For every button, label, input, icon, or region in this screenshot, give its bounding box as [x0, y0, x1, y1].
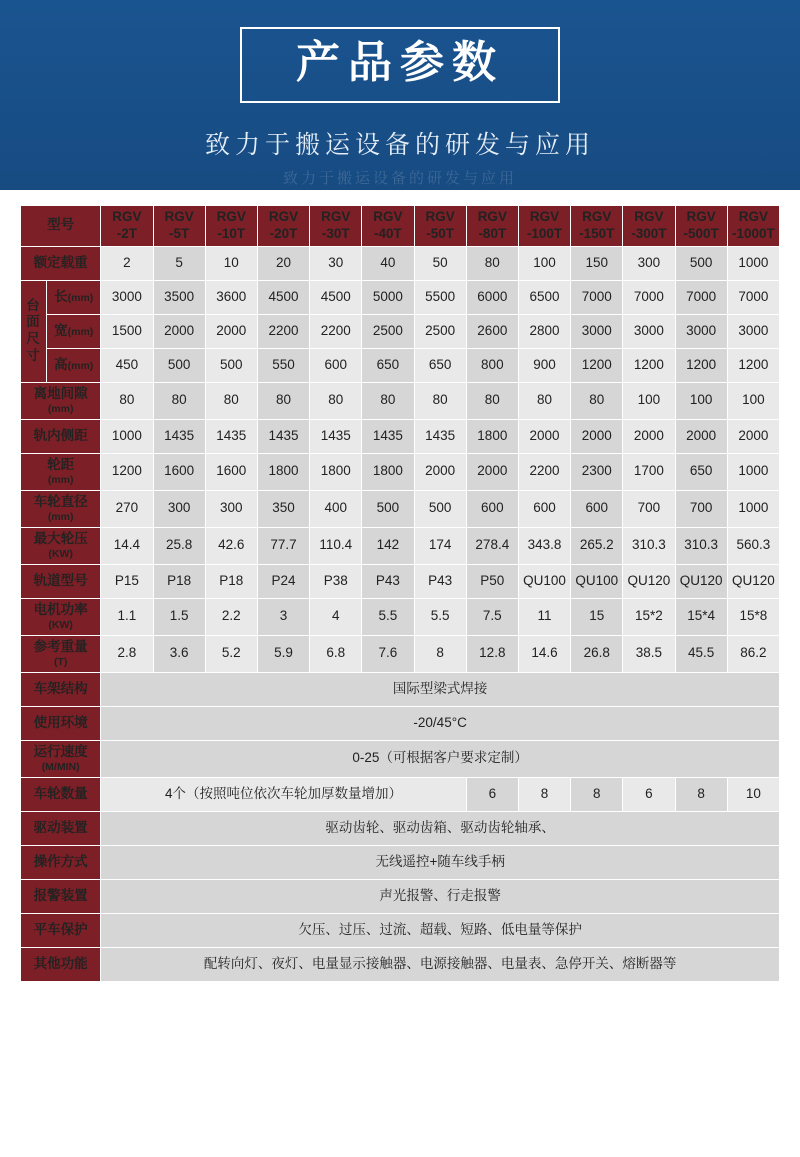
cell: 7000 [571, 280, 623, 314]
cell: 3000 [101, 280, 153, 314]
cell: 80 [571, 382, 623, 419]
cell: 265.2 [571, 527, 623, 564]
cell: 7.5 [466, 598, 518, 635]
cell: 3.6 [153, 635, 205, 672]
cell: 10 [727, 777, 779, 811]
cell: 30 [310, 246, 362, 280]
cell: P50 [466, 564, 518, 598]
cell: 650 [414, 348, 466, 382]
cell: 270 [101, 490, 153, 527]
cell: 1200 [727, 348, 779, 382]
cell: 1200 [675, 348, 727, 382]
cell: 1435 [153, 419, 205, 453]
cell: 150 [571, 246, 623, 280]
table-row [21, 879, 780, 913]
cell: 3000 [727, 314, 779, 348]
cell: 600 [571, 490, 623, 527]
cell: 2200 [518, 453, 570, 490]
row-label: 运行速度 (M/MIN) [21, 740, 101, 777]
cell: 86.2 [727, 635, 779, 672]
cell: 1800 [466, 419, 518, 453]
cell: 5000 [362, 280, 414, 314]
header-model-7: RGV -50T [414, 206, 466, 247]
cell: 8 [414, 635, 466, 672]
cell: 700 [623, 490, 675, 527]
cell: 600 [518, 490, 570, 527]
cell: 450 [101, 348, 153, 382]
row-label: 平车保护 [21, 913, 101, 947]
cell: 300 [205, 490, 257, 527]
cell: 1800 [362, 453, 414, 490]
cell: 11 [518, 598, 570, 635]
cell: 25.8 [153, 527, 205, 564]
header-model-10: RGV -150T [571, 206, 623, 247]
row-label: 宽(mm) [47, 314, 101, 348]
row-label: 车轮数量 [21, 777, 101, 811]
table-row [21, 598, 780, 635]
table-row [21, 913, 780, 947]
cell: 100 [623, 382, 675, 419]
cell: 45.5 [675, 635, 727, 672]
table-row [21, 453, 780, 490]
cell: 15 [571, 598, 623, 635]
cell: 7000 [727, 280, 779, 314]
cell: 2000 [675, 419, 727, 453]
cell: 80 [310, 382, 362, 419]
table-row [21, 382, 780, 419]
cell: 2000 [727, 419, 779, 453]
cell: 1435 [414, 419, 466, 453]
cell: 80 [205, 382, 257, 419]
banner-watermark: 致力于搬运设备的研发与应用 [282, 170, 517, 187]
row-label: 报警装置 [21, 879, 101, 913]
cell: 343.8 [518, 527, 570, 564]
table-row [21, 672, 780, 706]
row-label: 车轮直径 (mm) [21, 490, 101, 527]
cell: 1435 [362, 419, 414, 453]
cell: 300 [153, 490, 205, 527]
table-row [21, 490, 780, 527]
cell: 3 [257, 598, 309, 635]
spec-table-body [21, 206, 780, 982]
row-label: 其他功能 [21, 947, 101, 981]
cell: 700 [675, 490, 727, 527]
cell: 26.8 [571, 635, 623, 672]
row-label: 电机功率 (KW) [21, 598, 101, 635]
cell: 4500 [257, 280, 309, 314]
cell: 1000 [727, 453, 779, 490]
cell: 38.5 [623, 635, 675, 672]
table-row [21, 947, 780, 981]
header-model-12: RGV -500T [675, 206, 727, 247]
cell: 2500 [414, 314, 466, 348]
cell: 3600 [205, 280, 257, 314]
cell-merged: 驱动齿轮、驱动齿箱、驱动齿轮轴承、 [101, 811, 780, 845]
cell: 2300 [571, 453, 623, 490]
cell: 15*8 [727, 598, 779, 635]
cell: 5500 [414, 280, 466, 314]
cell: 2.2 [205, 598, 257, 635]
cell: 1700 [623, 453, 675, 490]
row-label: 车架结构 [21, 672, 101, 706]
cell: P18 [153, 564, 205, 598]
cell: 1800 [310, 453, 362, 490]
cell: 142 [362, 527, 414, 564]
table-row-wheel-count [21, 777, 780, 811]
cell: 100 [727, 382, 779, 419]
cell: 3000 [675, 314, 727, 348]
cell: 1435 [205, 419, 257, 453]
cell: 5.9 [257, 635, 309, 672]
cell: 7000 [623, 280, 675, 314]
cell: 14.6 [518, 635, 570, 672]
header-model-6: RGV -40T [362, 206, 414, 247]
header-model-label: 型号 [21, 206, 101, 247]
cell: 4 [310, 598, 362, 635]
cell: 4500 [310, 280, 362, 314]
cell: 6000 [466, 280, 518, 314]
table-row [21, 740, 780, 777]
cell: P15 [101, 564, 153, 598]
cell: 2000 [205, 314, 257, 348]
cell: QU120 [727, 564, 779, 598]
cell: 6.8 [310, 635, 362, 672]
cell: 550 [257, 348, 309, 382]
cell: P38 [310, 564, 362, 598]
cell: 2800 [518, 314, 570, 348]
cell: 80 [362, 382, 414, 419]
row-label: 使用环境 [21, 706, 101, 740]
cell-merged: 4个（按照吨位依次车轮加厚数量增加） [101, 777, 466, 811]
cell: 800 [466, 348, 518, 382]
cell-merged: -20/45°C [101, 706, 780, 740]
spec-table-wrapper [0, 190, 800, 1002]
cell: 6 [466, 777, 518, 811]
cell: 8 [571, 777, 623, 811]
cell: P43 [362, 564, 414, 598]
cell: P18 [205, 564, 257, 598]
cell: 1.1 [101, 598, 153, 635]
cell: 1000 [727, 246, 779, 280]
cell: 7000 [675, 280, 727, 314]
cell: 80 [466, 382, 518, 419]
cell: 5.5 [362, 598, 414, 635]
page-title: 产品参数 [296, 38, 504, 87]
cell: 1600 [153, 453, 205, 490]
row-group-label: 台 面 尺 寸 [21, 280, 47, 382]
cell: 560.3 [727, 527, 779, 564]
cell-merged: 欠压、过压、过流、超载、短路、低电量等保护 [101, 913, 780, 947]
cell: 2200 [310, 314, 362, 348]
row-label: 长(mm) [47, 280, 101, 314]
row-label: 离地间隙 (mm) [21, 382, 101, 419]
cell: QU120 [623, 564, 675, 598]
header-banner [0, 0, 800, 190]
cell: 500 [675, 246, 727, 280]
cell: 110.4 [310, 527, 362, 564]
row-label: 轨道型号 [21, 564, 101, 598]
cell: 77.7 [257, 527, 309, 564]
cell: 2000 [153, 314, 205, 348]
cell: 1200 [571, 348, 623, 382]
cell: 300 [623, 246, 675, 280]
cell: 600 [466, 490, 518, 527]
table-row [21, 246, 780, 280]
cell: 100 [675, 382, 727, 419]
table-row [21, 280, 780, 314]
cell: 2000 [571, 419, 623, 453]
cell: 1800 [257, 453, 309, 490]
cell: QU120 [675, 564, 727, 598]
table-row [21, 811, 780, 845]
cell: 650 [362, 348, 414, 382]
cell: 900 [518, 348, 570, 382]
cell: 350 [257, 490, 309, 527]
row-label: 驱动装置 [21, 811, 101, 845]
page-subtitle: 致力于搬运设备的研发与应用 [204, 131, 595, 159]
cell: 2500 [362, 314, 414, 348]
cell: 2000 [414, 453, 466, 490]
cell: 3000 [623, 314, 675, 348]
cell: 2.8 [101, 635, 153, 672]
cell: 15*4 [675, 598, 727, 635]
row-label: 轮距 (mm) [21, 453, 101, 490]
cell: 2 [101, 246, 153, 280]
cell: 278.4 [466, 527, 518, 564]
cell: 6500 [518, 280, 570, 314]
header-model-8: RGV -80T [466, 206, 518, 247]
table-row [21, 419, 780, 453]
cell: 8 [675, 777, 727, 811]
cell: 3500 [153, 280, 205, 314]
cell: 1200 [623, 348, 675, 382]
header-model-5: RGV -30T [310, 206, 362, 247]
cell-merged: 国际型梁式焊接 [101, 672, 780, 706]
cell: 5.2 [205, 635, 257, 672]
cell: 2000 [623, 419, 675, 453]
cell: 400 [310, 490, 362, 527]
cell: 1000 [727, 490, 779, 527]
row-label: 操作方式 [21, 845, 101, 879]
cell: 2200 [257, 314, 309, 348]
cell: 1600 [205, 453, 257, 490]
cell: 3000 [571, 314, 623, 348]
cell: 80 [257, 382, 309, 419]
cell: 80 [153, 382, 205, 419]
page-title-box [240, 27, 560, 103]
table-row [21, 706, 780, 740]
cell: 14.4 [101, 527, 153, 564]
cell: 42.6 [205, 527, 257, 564]
cell: P43 [414, 564, 466, 598]
row-label: 额定载重 [21, 246, 101, 280]
table-row [21, 845, 780, 879]
header-model-4: RGV -20T [257, 206, 309, 247]
cell: QU100 [571, 564, 623, 598]
cell: 10 [205, 246, 257, 280]
cell: 100 [518, 246, 570, 280]
header-model-9: RGV -100T [518, 206, 570, 247]
table-header-row [21, 206, 780, 247]
cell: 600 [310, 348, 362, 382]
cell: 80 [466, 246, 518, 280]
header-model-11: RGV -300T [623, 206, 675, 247]
cell: 1000 [101, 419, 153, 453]
cell: 20 [257, 246, 309, 280]
cell: 310.3 [623, 527, 675, 564]
cell: 50 [414, 246, 466, 280]
cell: 500 [153, 348, 205, 382]
cell: 1.5 [153, 598, 205, 635]
header-model-1: RGV -2T [101, 206, 153, 247]
cell: 2000 [466, 453, 518, 490]
cell: 310.3 [675, 527, 727, 564]
row-label: 轨内侧距 [21, 419, 101, 453]
cell: 7.6 [362, 635, 414, 672]
cell-merged: 无线遥控+随车线手柄 [101, 845, 780, 879]
cell: P24 [257, 564, 309, 598]
cell-merged: 声光报警、行走报警 [101, 879, 780, 913]
cell: 1435 [310, 419, 362, 453]
row-label: 最大轮压 (KW) [21, 527, 101, 564]
cell: 80 [101, 382, 153, 419]
table-row [21, 348, 780, 382]
cell: 174 [414, 527, 466, 564]
cell: 1200 [101, 453, 153, 490]
header-model-2: RGV -5T [153, 206, 205, 247]
cell: 80 [414, 382, 466, 419]
cell: 40 [362, 246, 414, 280]
cell-merged: 0-25（可根据客户要求定制） [101, 740, 780, 777]
cell: 1500 [101, 314, 153, 348]
cell: 2600 [466, 314, 518, 348]
cell: 1435 [257, 419, 309, 453]
cell: 500 [414, 490, 466, 527]
cell: 650 [675, 453, 727, 490]
cell: 500 [205, 348, 257, 382]
row-label: 参考重量 (T) [21, 635, 101, 672]
table-row [21, 527, 780, 564]
cell: 5 [153, 246, 205, 280]
cell: 12.8 [466, 635, 518, 672]
cell: 15*2 [623, 598, 675, 635]
table-row [21, 635, 780, 672]
cell: 80 [518, 382, 570, 419]
cell: 5.5 [414, 598, 466, 635]
table-row [21, 564, 780, 598]
cell: 6 [623, 777, 675, 811]
spec-table [20, 205, 780, 982]
table-row [21, 314, 780, 348]
cell: QU100 [518, 564, 570, 598]
cell: 2000 [518, 419, 570, 453]
cell: 500 [362, 490, 414, 527]
cell: 8 [518, 777, 570, 811]
cell-merged: 配转向灯、夜灯、电量显示接触器、电源接触器、电量表、急停开关、熔断器等 [101, 947, 780, 981]
header-model-3: RGV -10T [205, 206, 257, 247]
row-label: 高(mm) [47, 348, 101, 382]
header-model-13: RGV -1000T [727, 206, 779, 247]
